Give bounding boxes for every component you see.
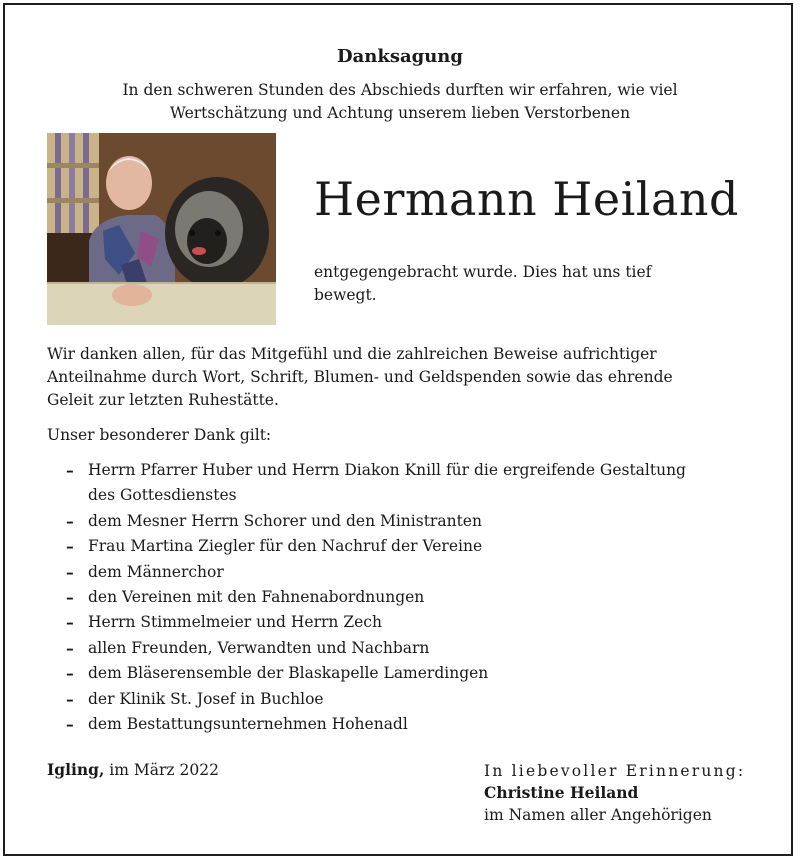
list-item <box>66 585 766 610</box>
signer-note: im Namen aller Angehörigen <box>484 806 712 824</box>
intro-text <box>0 79 800 125</box>
thanks-line: Geleit zur letzten Ruhestätte. <box>47 391 279 409</box>
signature-block <box>484 760 745 826</box>
portrait-illustration <box>47 133 276 325</box>
list-item <box>66 687 766 712</box>
list-item <box>66 636 766 661</box>
list-item <box>66 712 766 737</box>
list-item <box>66 661 766 686</box>
list-item-line: Frau Martina Ziegler für den Nachruf der Vereine <box>88 537 483 556</box>
list-item-line: dem Bläserensemble der Blaskapelle Lamerdingen <box>88 664 489 683</box>
list-item-line: den Vereinen mit den Fahnenabordnungen <box>88 588 425 607</box>
continuation-line: entgegengebracht wurde. Dies hat uns tief <box>314 263 652 281</box>
list-item-line: allen Freunden, Verwandten und Nachbarn <box>88 638 430 657</box>
dash-bullet: – <box>66 689 74 709</box>
list-item-line: der Klinik St. Josef in Buchloe <box>88 689 324 708</box>
list-item <box>66 610 766 635</box>
intro-line: Wertschätzung und Achtung unserem lieben Verstorbenen <box>169 104 631 122</box>
list-item-line: dem Männerchor <box>88 562 224 581</box>
list-item-line: Herrn Stimmelmeier und Herrn Zech <box>88 613 382 632</box>
continuation-line: bewegt. <box>314 286 377 304</box>
dash-bullet: – <box>66 537 74 557</box>
intro-line: In den schweren Stunden des Abschieds durften wir erfahren, wie viel <box>122 81 678 99</box>
memory-line: In liebevoller Erinnerung: <box>484 762 746 780</box>
dash-bullet: – <box>66 638 74 658</box>
dash-bullet: – <box>66 562 74 582</box>
list-item <box>66 560 766 585</box>
portrait-photo <box>47 133 276 325</box>
continuation-text <box>314 261 734 307</box>
list-item-line: dem Mesner Herrn Schorer und den Ministranten <box>88 511 482 530</box>
dash-bullet: – <box>66 715 74 735</box>
thanks-paragraph <box>47 343 767 412</box>
place-date <box>47 760 219 779</box>
dash-bullet: – <box>66 511 74 531</box>
thanks-line: Anteilnahme durch Wort, Schrift, Blumen- und Geldspenden sowie das ehrende <box>47 368 673 386</box>
dash-bullet: – <box>66 664 74 684</box>
dash-bullet: – <box>66 588 74 608</box>
signer-name: Christine Heiland <box>484 783 639 802</box>
dash-bullet: – <box>66 461 74 480</box>
list-item <box>66 458 766 509</box>
dash-bullet: – <box>66 613 74 633</box>
notice-heading: Danksagung <box>337 46 463 67</box>
deceased-name: Hermann Heiland <box>314 172 740 226</box>
list-item-line: Herrn Pfarrer Huber und Herrn Diakon Knill für die ergreifende Gestaltung <box>88 461 686 479</box>
list-item <box>66 509 766 534</box>
list-item <box>66 534 766 559</box>
special-thanks-intro: Unser besonderer Dank gilt: <box>47 426 272 444</box>
thanks-line: Wir danken allen, für das Mitgefühl und die zahlreichen Beweise aufrichtiger <box>47 345 657 363</box>
list-item-line: dem Bestattungsunternehmen Hohenadl <box>88 715 408 734</box>
place: Igling, <box>47 760 105 779</box>
date: im März 2022 <box>104 761 219 779</box>
list-item-line: des Gottesdienstes <box>88 486 237 505</box>
special-thanks-list <box>66 458 766 737</box>
